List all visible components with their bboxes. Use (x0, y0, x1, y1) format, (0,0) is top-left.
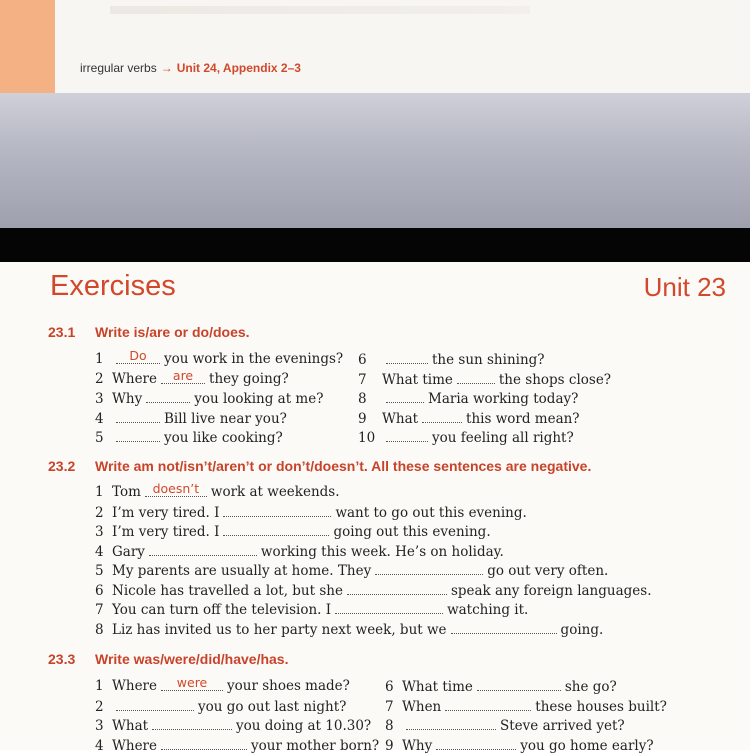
section-instruction: Write is/are or do/does. (95, 324, 250, 340)
exercise-item (95, 410, 287, 427)
item-number: 2 (95, 504, 104, 521)
item-prefix: Where (112, 737, 158, 754)
item-number: 10 (358, 430, 376, 446)
item-prefix: Why (112, 391, 143, 407)
item-prefix: When (402, 698, 442, 715)
unit-title: Unit 23 (643, 272, 726, 302)
section-heading-23-1 (48, 324, 250, 340)
item-prefix: You can turn off the television. I (112, 602, 332, 618)
exercise-item (95, 601, 528, 618)
exercise-item (95, 582, 652, 599)
exercise-item (95, 543, 504, 560)
answer-blank[interactable] (386, 351, 428, 364)
item-number: 8 (385, 718, 394, 734)
answer-blank[interactable] (116, 348, 160, 364)
item-text: she go? (564, 679, 617, 695)
item-text: go out very often. (487, 563, 609, 579)
item-number: 1 (95, 351, 104, 367)
item-prefix: I’m very tired. I (112, 524, 220, 540)
exercise-item (358, 390, 578, 407)
exercise-item (385, 737, 654, 754)
item-text: watching it. (447, 602, 529, 618)
handwritten-answer: Do (129, 348, 147, 363)
item-text: want to go out this evening. (335, 504, 527, 521)
faded-text-line (110, 6, 530, 14)
item-number: 9 (358, 410, 367, 427)
answer-blank[interactable] (335, 601, 443, 614)
item-prefix: Nicole has travelled a lot, but she (112, 582, 343, 599)
handwritten-answer: were (176, 675, 208, 690)
item-text: they going? (209, 370, 289, 387)
orange-margin-tab (0, 0, 55, 93)
answer-blank[interactable] (477, 678, 561, 691)
page-title: Exercises (50, 270, 176, 302)
item-text: you feeling all right? (432, 430, 574, 446)
exercise-item (358, 351, 545, 368)
item-number: 8 (358, 391, 367, 407)
section-instruction: Write was/were/did/have/has. (95, 651, 289, 667)
exercise-item (95, 523, 491, 540)
item-number: 3 (95, 524, 104, 540)
exercise-item (95, 717, 371, 734)
cross-reference-link: Unit 24, Appendix 2–3 (176, 61, 301, 75)
arrow-icon: → (160, 61, 173, 75)
item-text: this word mean? (466, 410, 580, 427)
exercise-item (95, 675, 350, 694)
item-prefix: What time (402, 679, 473, 695)
answer-blank[interactable] (347, 582, 447, 595)
item-text: you go out last night? (198, 698, 347, 715)
section-number: 23.2 (48, 458, 76, 474)
answer-blank[interactable] (152, 717, 232, 730)
item-number: 7 (358, 371, 367, 388)
item-number: 9 (385, 737, 394, 754)
handwritten-answer: are (172, 367, 194, 383)
exercise-item (385, 717, 625, 734)
exercise-item (95, 390, 323, 407)
item-prefix: Tom (112, 484, 141, 500)
item-number: 2 (95, 370, 104, 387)
exercise-item (95, 621, 603, 638)
item-text: you work in the evenings? (164, 351, 344, 367)
item-number: 6 (95, 582, 104, 599)
answer-blank[interactable] (406, 717, 496, 730)
item-text: you looking at me? (194, 391, 324, 407)
item-prefix: Why (402, 737, 433, 754)
item-number: 8 (95, 621, 104, 638)
section-number: 23.3 (48, 651, 76, 667)
item-text: you go home early? (520, 737, 654, 754)
item-text: the shops close? (498, 371, 612, 388)
exercise-item (95, 698, 346, 715)
item-text: Steve arrived yet? (500, 718, 625, 734)
answer-blank[interactable] (146, 390, 190, 403)
cross-reference-text: irregular verbs (80, 61, 157, 75)
item-prefix: Gary (112, 543, 145, 560)
item-number: 4 (95, 543, 104, 560)
item-text: the sun shining? (432, 352, 545, 368)
section-instruction: Write am not/isn’t/aren’t or don’t/doesn’t. All these sentences are negative. (95, 458, 592, 474)
answer-blank[interactable] (457, 371, 495, 384)
section-heading-23-3 (48, 651, 288, 667)
answer-blank[interactable] (436, 737, 516, 750)
answer-blank[interactable] (223, 504, 331, 517)
black-band (0, 228, 750, 262)
item-text: working this week. He’s on holiday. (260, 543, 504, 560)
item-number: 7 (385, 698, 394, 715)
exercise-item (95, 367, 289, 387)
answer-blank[interactable] (445, 698, 531, 711)
item-text: these houses built? (535, 698, 667, 715)
item-text: going out this evening. (333, 524, 491, 540)
exercise-item (385, 698, 667, 715)
exercise-page (0, 262, 750, 754)
exercise-item (95, 562, 608, 579)
item-number: 1 (95, 484, 104, 500)
item-number: 7 (95, 602, 104, 618)
exercise-item (95, 737, 379, 754)
exercise-item (358, 410, 580, 427)
answer-blank[interactable] (161, 675, 223, 691)
section-number: 23.1 (48, 324, 76, 340)
item-text: Bill live near you? (164, 410, 287, 427)
item-number: 5 (95, 430, 104, 446)
item-prefix: What time (382, 371, 453, 388)
exercise-item (95, 348, 344, 367)
exercise-item (358, 429, 574, 446)
item-text: going. (560, 621, 604, 638)
answer-blank[interactable] (116, 410, 160, 423)
item-prefix: Where (112, 678, 158, 694)
previous-page-fragment (0, 0, 750, 93)
item-number: 2 (95, 698, 104, 715)
item-prefix: Liz has invited us to her party next week, but we (112, 621, 447, 638)
exercise-item (385, 678, 617, 695)
answer-blank[interactable] (145, 481, 207, 497)
item-prefix: What (382, 410, 419, 427)
answer-blank[interactable] (375, 562, 483, 575)
answer-blank[interactable] (451, 621, 557, 634)
item-prefix: Where (112, 370, 158, 387)
answer-blank[interactable] (161, 737, 247, 750)
exercise-item (95, 429, 283, 446)
item-number: 1 (95, 678, 104, 694)
answer-blank[interactable] (386, 429, 428, 442)
item-prefix: I’m very tired. I (112, 504, 220, 521)
item-text: you like cooking? (164, 430, 283, 446)
answer-blank[interactable] (161, 367, 205, 384)
exercise-item (95, 481, 340, 500)
item-text: work at weekends. (210, 484, 340, 500)
item-text: Maria working today? (428, 391, 579, 407)
grey-band (0, 93, 750, 228)
item-text: you doing at 10.30? (236, 718, 372, 734)
cross-reference-line (80, 61, 301, 75)
answer-blank[interactable] (149, 543, 257, 556)
answer-blank[interactable] (116, 429, 160, 442)
item-text: your mother born? (251, 737, 380, 754)
item-number: 4 (95, 410, 104, 427)
item-text: speak any foreign languages. (450, 582, 652, 599)
answer-blank[interactable] (386, 390, 424, 403)
answer-blank[interactable] (223, 523, 329, 536)
item-text: your shoes made? (227, 678, 350, 694)
item-prefix: My parents are usually at home. They (112, 563, 372, 579)
item-number: 3 (95, 391, 104, 407)
item-prefix: What (112, 718, 149, 734)
handwritten-answer: doesn’t (152, 481, 200, 496)
item-number: 5 (95, 563, 104, 579)
exercise-item (95, 504, 527, 521)
section-heading-23-2 (48, 458, 591, 474)
item-number: 4 (95, 737, 104, 754)
answer-blank[interactable] (422, 410, 462, 423)
item-number: 6 (385, 679, 394, 695)
exercise-item (358, 371, 611, 388)
answer-blank[interactable] (116, 698, 194, 711)
item-number: 6 (358, 352, 367, 368)
item-number: 3 (95, 718, 104, 734)
